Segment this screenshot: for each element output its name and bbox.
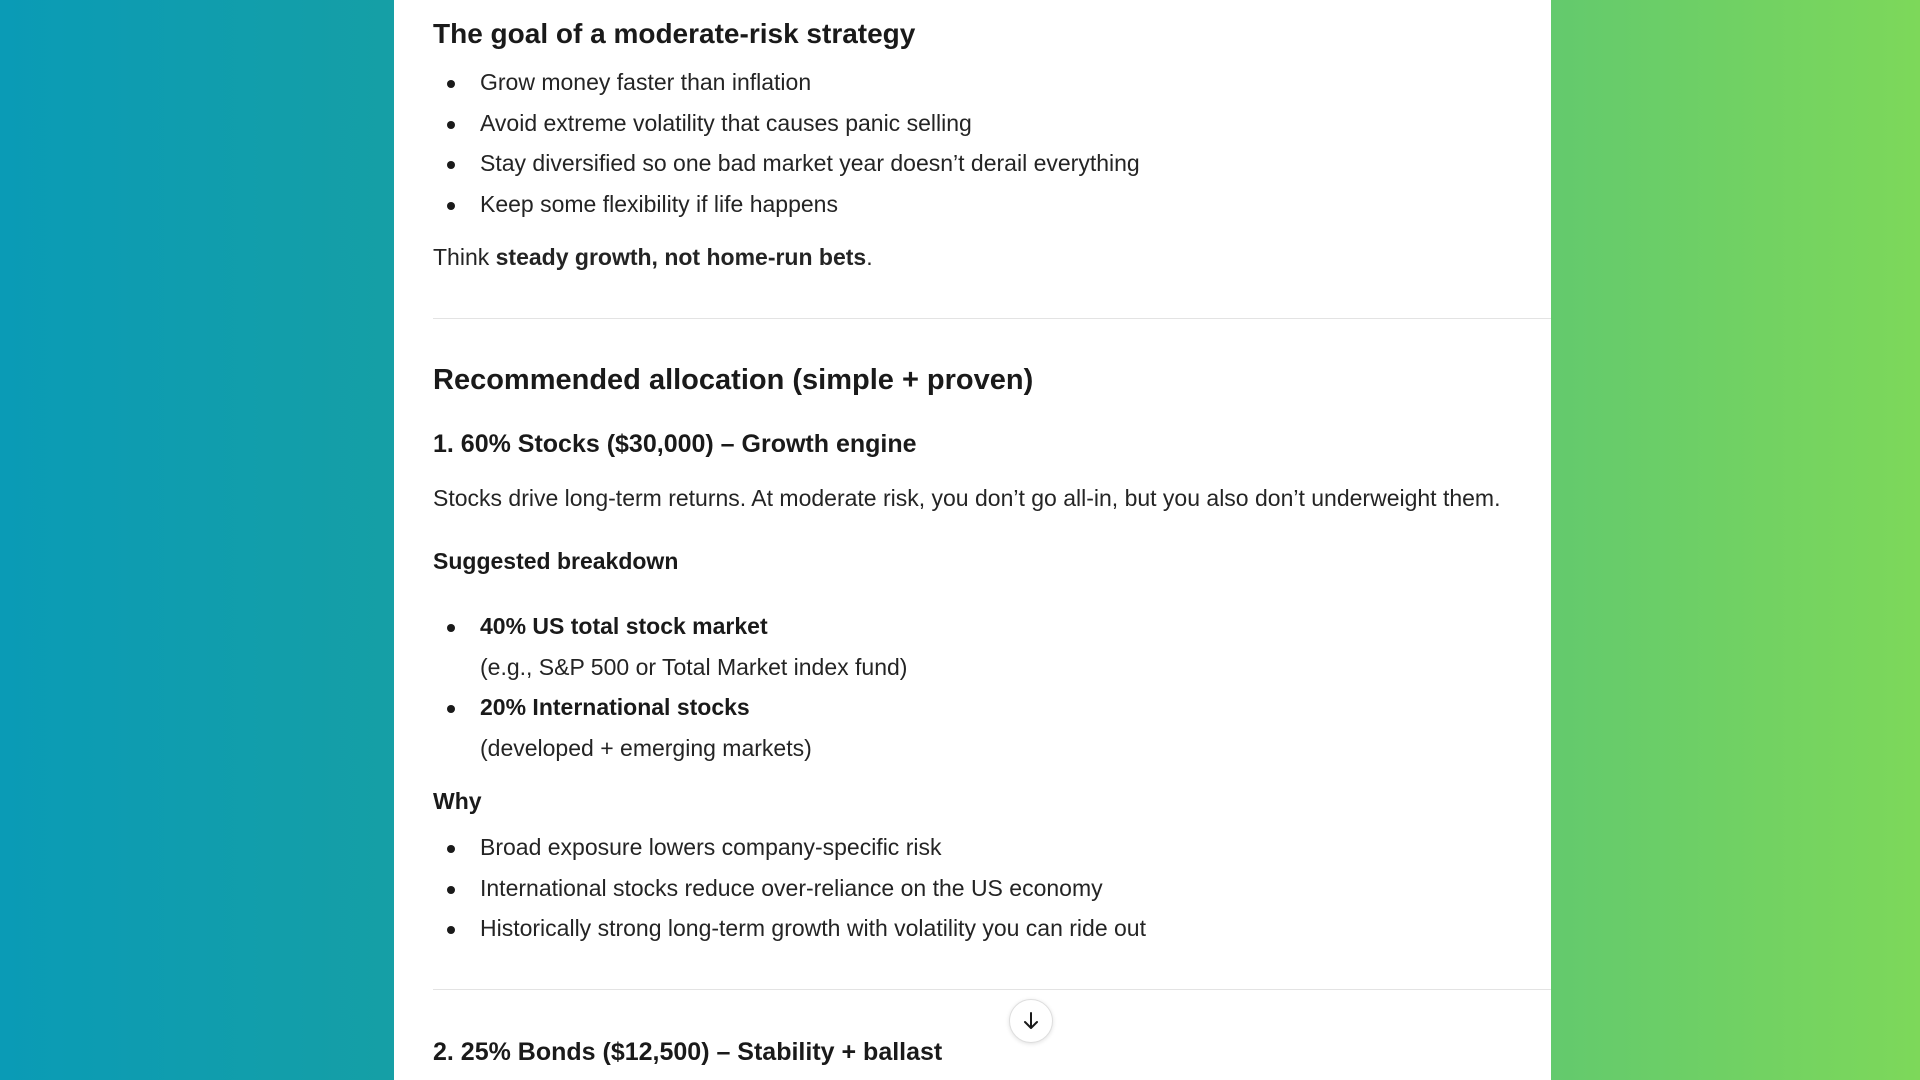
why-label: Why <box>433 788 482 814</box>
bullet-dot-icon <box>447 202 455 210</box>
bullet-dot-icon <box>447 624 455 632</box>
section-title-goal: The goal of a moderate-risk strategy <box>433 18 916 49</box>
bullet-dot-icon <box>447 845 455 853</box>
bullet-dot-icon <box>447 926 455 934</box>
arrow-down-icon <box>1021 1011 1041 1031</box>
bullet-dot-icon <box>447 161 455 169</box>
breakdown-detail: (e.g., S&P 500 or Total Market index fund) <box>480 654 908 680</box>
breakdown-label: Suggested breakdown <box>433 548 679 574</box>
allocation-item-bonds-heading: 2. 25% Bonds ($12,500) – Stability + ballast <box>433 1038 943 1066</box>
section-divider <box>433 318 1551 319</box>
section-title-allocation: Recommended allocation (simple + proven) <box>433 364 1034 396</box>
bullet-dot-icon <box>447 886 455 894</box>
chat-message-panel: The goal of a moderate-risk strategy Grow money faster than inflation Avoid extreme volatility that causes panic selling Stay diversified so one bad market year doesn’t derail everything Keep some flexibility if life happens Think steady growth, not home-run bets. Recommended allocation (simple + proven) 1. 60% Stocks ($30,000) – Growth engine Stocks drive long-term returns. At moderate risk, you don’t go all-in, but you also don’t underweight them. Suggested breakdown 40% US total stock market (e.g., S&P 500 or Total Market index fund) 20% International stocks (developed + emerging markets) Why Broad exposure lowers company-specific risk International stocks reduce over-reliance on the US economy Historically strong long-term growth with volatility you can ride out 2. 25% Bonds ($12,500) – Stability + ballast <box>394 0 1551 1080</box>
bullet-dot-icon <box>447 705 455 713</box>
bullet-dot-icon <box>447 121 455 129</box>
think-summary: Think steady growth, not home-run bets. <box>433 244 873 270</box>
breakdown-detail: (developed + emerging markets) <box>480 735 812 761</box>
section-divider <box>433 989 1551 990</box>
scroll-to-bottom-button[interactable] <box>1009 999 1053 1043</box>
bullet-dot-icon <box>447 80 455 88</box>
stocks-description: Stocks drive long-term returns. At moderate risk, you don’t go all-in, but you also don’t underweight them. <box>433 485 1501 511</box>
allocation-item-stocks-heading: 1. 60% Stocks ($30,000) – Growth engine <box>433 430 917 458</box>
